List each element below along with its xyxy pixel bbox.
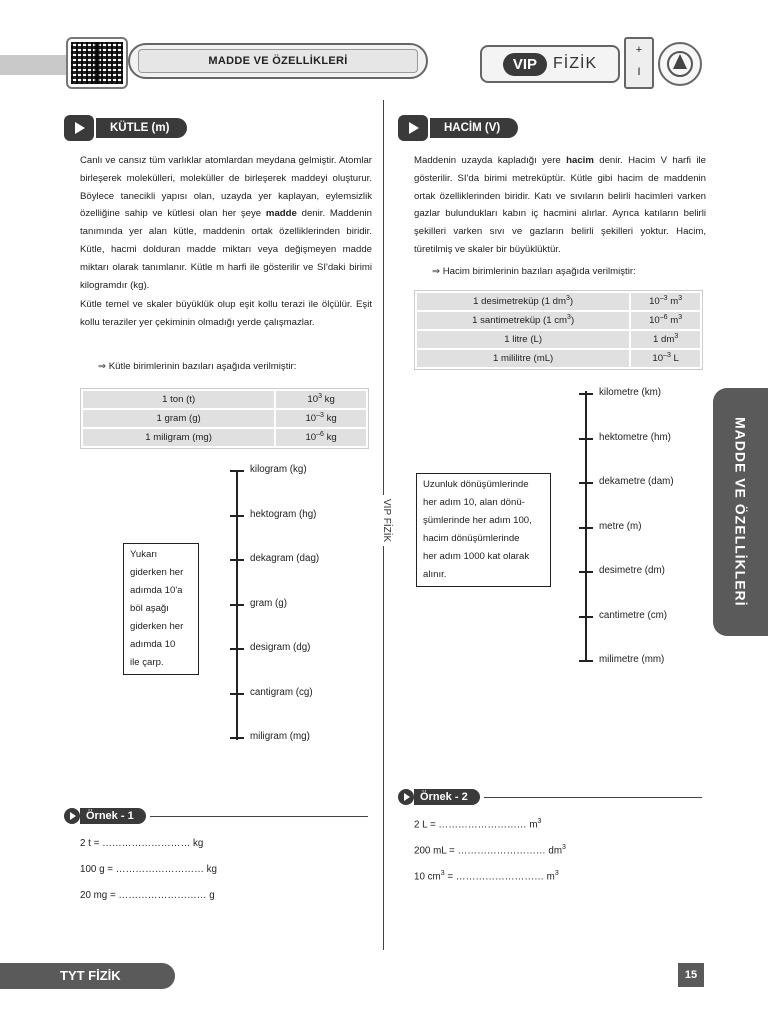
page-number: 15 [678, 963, 704, 987]
exponent: 3 [678, 295, 683, 303]
unit-value: $10^{-3}$ $m^3$ [631, 293, 700, 310]
table-row [417, 350, 700, 367]
madde-bold: madde [265, 208, 297, 220]
scale-label: desimetre (dm) [599, 565, 665, 576]
brand-vip: VIP [503, 53, 547, 76]
hacim-paragraph [414, 152, 706, 259]
scale-tick [579, 527, 593, 529]
plus-sign: + [635, 44, 643, 56]
example-2-title: Örnek - 2 [414, 789, 480, 805]
hacim-units-intro: ⇒ Hacim birimlerinin bazıları aşağıda verilmiştir: [432, 266, 636, 277]
scale-label: dekametre (dam) [599, 476, 674, 487]
note-line: alınır. [423, 569, 447, 580]
minus-sign: I [637, 66, 641, 78]
exponent: –6 [316, 431, 324, 439]
chapter-side-tab[interactable] [713, 388, 768, 636]
exponent: –6 [659, 314, 668, 322]
play-icon [398, 115, 428, 141]
scale-label: hektogram (hg) [250, 508, 317, 520]
scale-label: metre (m) [599, 520, 642, 532]
section-title: HACİM (V) [430, 118, 518, 138]
section-title: KÜTLE (m) [96, 118, 187, 138]
brand-fizik: FİZİK [553, 55, 598, 72]
unit-value: $10^{-3}$ L [631, 350, 700, 367]
exponent: 3 [567, 314, 571, 322]
scale-tick [579, 438, 593, 440]
example-line: 100 g = ……………………… kg [80, 864, 217, 875]
exponent: 3 [318, 393, 322, 401]
unit-name: 1 mililitre (mL) [417, 350, 629, 367]
unit-name: 1 miligram (mg) [83, 429, 274, 446]
exponent: 3 [537, 818, 542, 825]
scale-tick [579, 571, 593, 573]
unit-value: $10^{-6}$ kg [276, 429, 366, 446]
example-2-rule [484, 797, 702, 798]
scale-label: miligram (mg) [250, 731, 310, 742]
kutle-units-intro: ⇒ Kütle birimlerinin bazıları aşağıda verilmiştir: [98, 361, 297, 372]
play-icon [64, 115, 94, 141]
note-line: giderken her [130, 621, 184, 632]
publisher-logo-icon [658, 42, 702, 86]
section-head-hacim [398, 115, 518, 141]
example-line: 200 mL = ……………………… $dm^3$ [414, 844, 566, 857]
footer-book-title: TYT FİZİK [0, 963, 175, 989]
length-note-box [416, 473, 551, 587]
chapter-title-bar [128, 43, 428, 79]
kutle-text-a: Canlı ve cansız tüm varlıklar atomlardan meydana gelmiştir. Atomlar birleşerek molekülleri, moleküller de birleşerek maddeyi oluşturur. Böylece tanecikli yapısı olan, uzayda yer kaplayan, eylemsizlik özelliğine sahip ve kütlesi olan her şeye [80, 155, 372, 220]
table-row [417, 293, 700, 310]
qr-code[interactable] [66, 37, 128, 89]
scale-tick [579, 393, 593, 395]
unit-value: $10^3$ kg [276, 391, 366, 408]
note-line: Uzunluk dönüşümlerinde [423, 479, 529, 490]
example-1-rule [150, 816, 368, 817]
hacim-text-b: denir. Hacim V harfi ile gösterilir. SI'da birimi metreküptür. Kütle gibi hacim de maddenin ortak özelliklerinden biridir. Katı ve sıvıların belirli hacimleri varken gazlar bulundukları kabın iç hacmini alırlar. Ayrıca katıların belirli şekilleri varken sıvı ve gazların belirli şekilleri yoktur. Hacim, türetilmiş ve skaler bir büyüklüktür. [414, 155, 707, 255]
unit-value: $10^{-6}$ $m^3$ [631, 312, 700, 329]
scale-label: cantimetre (cm) [599, 609, 668, 621]
brand-logo [480, 45, 620, 83]
note-line: adımda 10'a [130, 585, 183, 596]
scale-tick [230, 648, 244, 650]
play-icon [64, 808, 80, 824]
unit-name: 1 desimetreküp (1 $dm^3$) [417, 293, 629, 310]
exponent: –3 [659, 295, 668, 303]
hacim-units-table [414, 290, 703, 370]
section-head-kutle [64, 115, 187, 141]
example-2-head [398, 789, 480, 805]
exponent: 3 [554, 870, 559, 877]
exponent: 3 [674, 333, 679, 341]
side-tab-label: MADDE VE ÖZELLİKLERİ [732, 417, 749, 607]
note-line: her adım 10, alan dönü- [423, 497, 525, 508]
note-line: adımda 10 [130, 639, 176, 650]
unit-name: 1 litre (L) [417, 331, 629, 348]
scale-label: gram (g) [250, 597, 288, 609]
table-row [83, 410, 366, 427]
example-line: 2 L = ……………………… $m^3$ [414, 818, 542, 831]
note-line: Yukarı [130, 549, 158, 560]
scale-label: kilometre (km) [599, 387, 662, 398]
unit-name: 1 santimetreküp (1 $cm^3$) [417, 312, 629, 329]
scale-tick [230, 559, 244, 561]
note-line: her adım 1000 kat olarak [423, 551, 530, 562]
kutle-units-table [80, 388, 369, 449]
scale-label: milimetre (mm) [599, 654, 665, 665]
scale-tick [579, 482, 593, 484]
exponent: 3 [678, 314, 683, 322]
battery-icon [624, 37, 654, 89]
note-line: hacim dönüşümlerinde [423, 533, 520, 544]
scale-tick [230, 515, 244, 517]
example-1-head [64, 808, 146, 824]
exponent: –3 [663, 352, 671, 360]
exponent: 3 [565, 295, 570, 303]
play-icon [398, 789, 414, 805]
scale-tick [230, 693, 244, 695]
unit-name: 1 ton (t) [83, 391, 274, 408]
example-1-title: Örnek - 1 [80, 808, 146, 824]
table-row [417, 312, 700, 329]
scale-label: dekagram (dag) [250, 553, 320, 564]
scale-tick [230, 737, 244, 739]
example-line: 2 t = ……………………… kg [80, 838, 204, 849]
scale-tick [579, 616, 593, 618]
example-line: 10 $cm^3$ = ……………………… $m^3$ [414, 870, 559, 883]
exponent: 3 [562, 844, 566, 851]
kutle-paragraph-1 [80, 152, 372, 294]
example-line: 20 mg = ……………………… g [80, 890, 215, 901]
scale-label: cantigram (cg) [250, 686, 313, 698]
kutle-paragraph-2: Kütle temel ve skaler büyüklük olup eşit kollu terazi ile ölçülür. Eşit kollu teraziler yer çekiminin olmadığı yerde çalışmazlar. [80, 299, 372, 328]
chapter-title: MADDE VE ÖZELLİKLERİ [138, 49, 418, 73]
scale-label: desigram (dg) [250, 642, 311, 653]
unit-value: $10^{-3}$ kg [276, 410, 366, 427]
table-row [83, 391, 366, 408]
unit-name: 1 gram (g) [83, 410, 274, 427]
hacim-text-a: Maddenin uzayda kapladığı yere [414, 155, 561, 166]
note-line: ile çarp. [130, 657, 164, 668]
scale-tick [230, 604, 244, 606]
scale-tick [579, 660, 593, 662]
hacim-bold: hacim [566, 155, 594, 166]
note-line: böl aşağı [130, 603, 169, 614]
scale-label: hektometre (hm) [599, 431, 671, 443]
mass-note-box [123, 543, 199, 675]
note-line: şümlerinde her adım 100, [423, 515, 532, 526]
scale-tick [230, 470, 244, 472]
exponent: –3 [316, 412, 324, 420]
exponent: 3 [440, 870, 445, 877]
kutle-text-b: denir. Maddenin tanımında yer alan kütle, maddenin ortak özelliklerinden biridir. Kütle, hacmi dolduran madde miktarı veya değişmeyen madde miktarı olarak tanımlanır. Kütle m harfi ile gösterilir ve SI'daki birimi kilogramdır (kg). [80, 208, 373, 291]
divider-label: VIP FİZİK [376, 495, 392, 546]
scale-label: kilogram (kg) [250, 464, 307, 475]
table-row [83, 429, 366, 446]
table-row [417, 331, 700, 348]
note-line: giderken her [130, 567, 184, 578]
unit-value: 1 $dm^3$ [631, 331, 700, 348]
